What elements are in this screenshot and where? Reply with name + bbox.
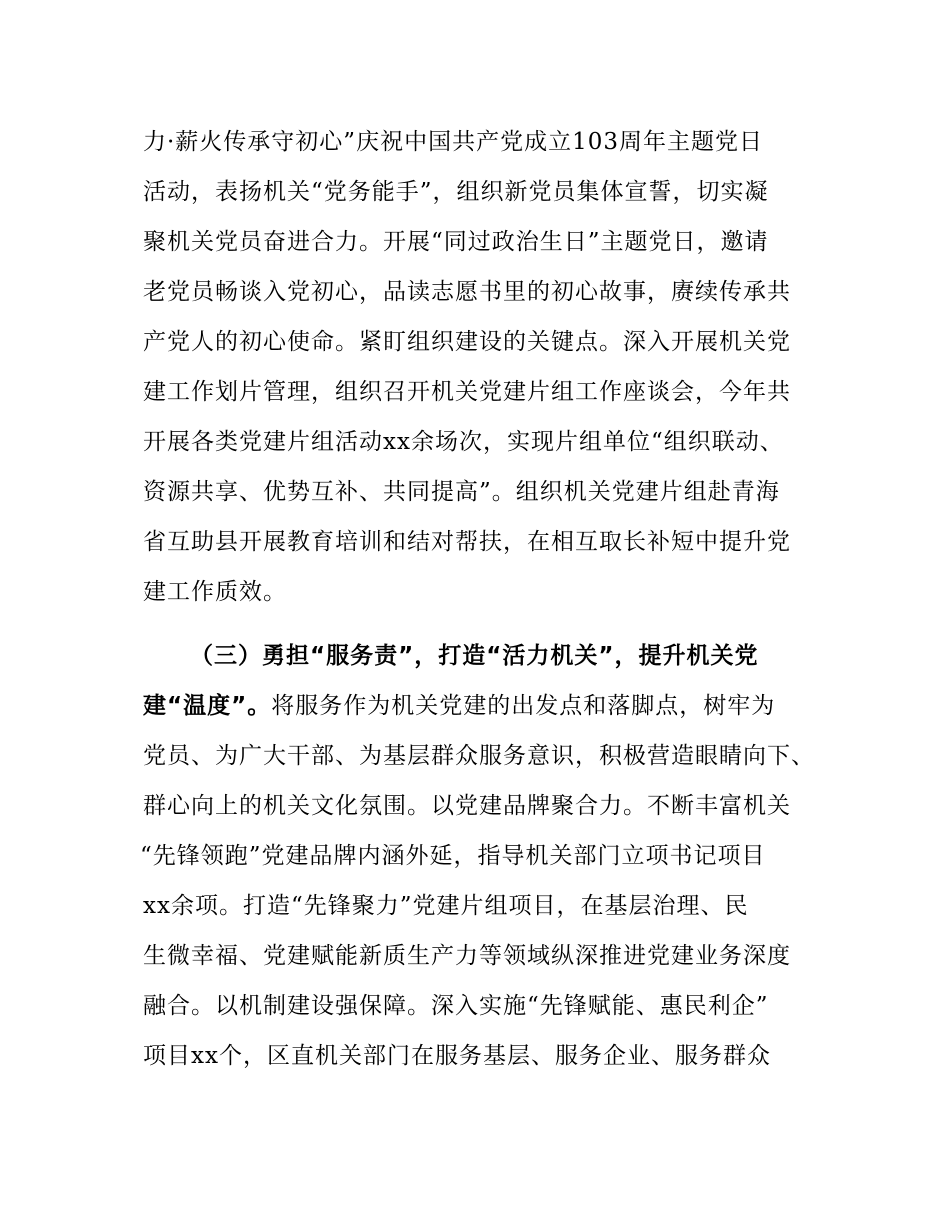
section-body-start: 将服务作为机关党建的出发点和落脚点，树牢为 bbox=[271, 693, 776, 719]
paragraph-line: 党员、为广大干部、为基层群众服务意识，积极营造眼睛向下、 bbox=[143, 743, 815, 769]
paragraph-line: 活动，表扬机关“党务能手”，组织新党员集体宣誓，切实凝 bbox=[143, 179, 769, 205]
section-heading-continuation bbox=[143, 691, 775, 722]
paragraph-line: 项目xx个，区直机关部门在服务基层、服务企业、服务群众 bbox=[143, 1043, 771, 1069]
paragraph-line: 生微幸福、党建赋能新质生产力等领域纵深推进党建业务深度 bbox=[143, 943, 791, 969]
paragraph-line: 融合。以机制建设强保障。深入实施“先锋赋能、惠民利企” bbox=[143, 993, 769, 1019]
paragraph-line: 聚机关党员奋进合力。开展“同过政治生日”主题党日，邀请 bbox=[143, 229, 769, 255]
paragraph-line: 省互助县开展教育培训和结对帮扶，在相互取长补短中提升党 bbox=[143, 529, 791, 555]
paragraph-line: 产党人的初心使命。紧盯组织建设的关键点。深入开展机关党 bbox=[143, 329, 791, 355]
paragraph-line: xx余项。打造“先锋聚力”党建片组项目，在基层治理、民 bbox=[143, 893, 749, 919]
paragraph-line: 开展各类党建片组活动xx余场次，实现片组单位“组织联动、 bbox=[143, 429, 784, 455]
paragraph-line: 资源共享、优势互补、共同提高”。组织机关党建片组赴青海 bbox=[143, 479, 780, 505]
section-heading: （三）勇担“服务责”，打造“活力机关”，提升机关党 bbox=[190, 643, 759, 669]
paragraph-line: 建工作划片管理，组织召开机关党建片组工作座谈会，今年共 bbox=[143, 379, 791, 405]
paragraph-line: 老党员畅谈入党初心，品读志愿书里的初心故事，赓续传承共 bbox=[143, 279, 791, 305]
paragraph-line: “先锋领跑”党建品牌内涵外延，指导机关部门立项书记项目 bbox=[140, 843, 766, 869]
paragraph-line: 建工作质效。 bbox=[143, 579, 287, 605]
paragraph-line: 力·薪火传承守初心”庆祝中国共产党成立103周年主题党日 bbox=[143, 129, 763, 155]
paragraph-line: 群心向上的机关文化氛围。以党建品牌聚合力。不断丰富机关 bbox=[143, 793, 791, 819]
section-heading-end: 建“温度”。 bbox=[143, 693, 272, 719]
